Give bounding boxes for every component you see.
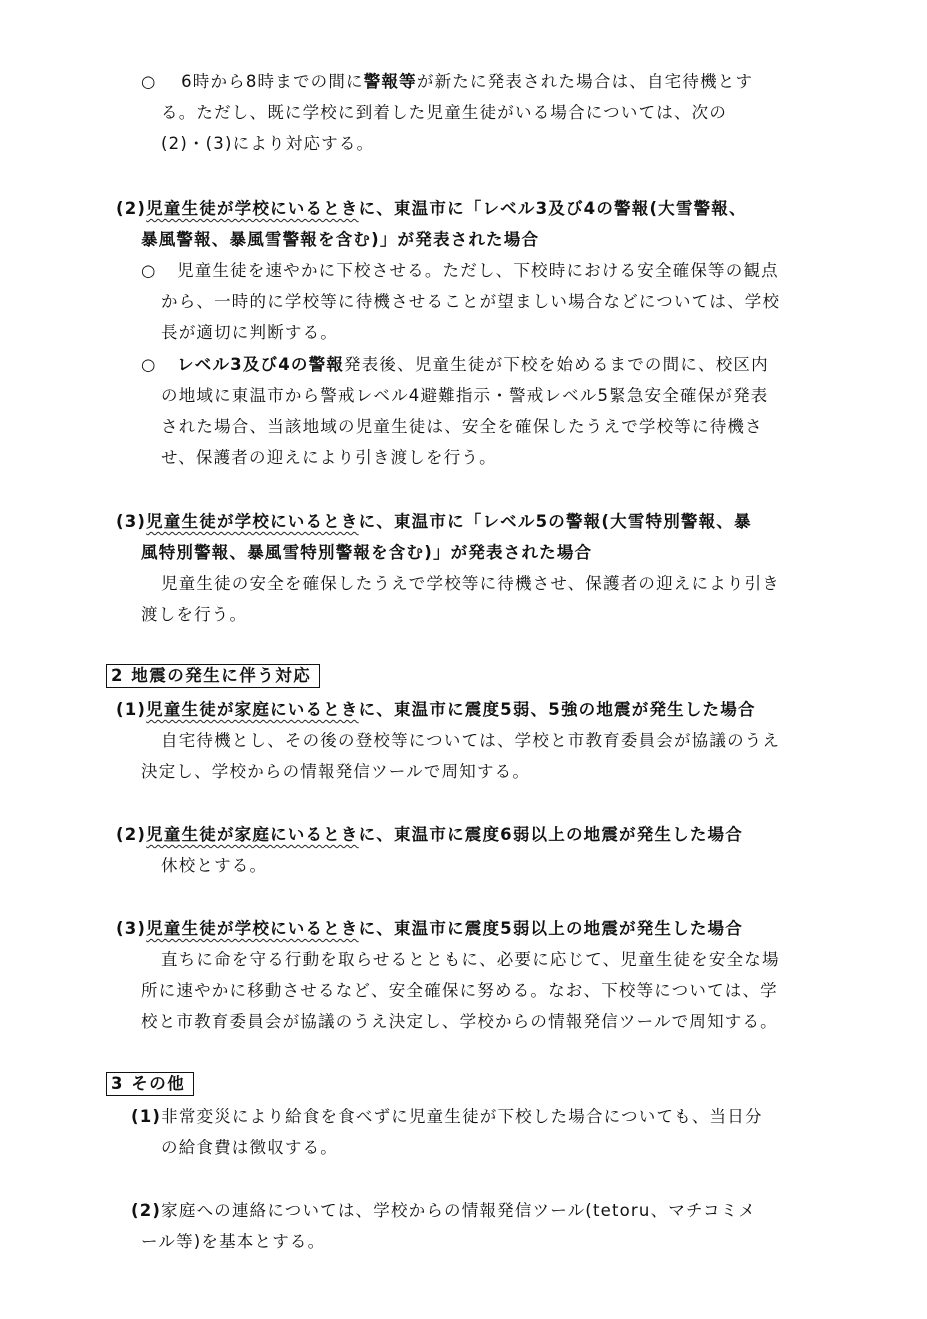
- body-line: から、一時的に学校等に待機させることが望ましい場合などについては、学校: [161, 292, 781, 311]
- heading-text: に、東温市に「レベル5の警報(大雪特別警報、暴: [358, 512, 752, 531]
- body-line: せ、保護者の迎えにより引き渡しを行う。: [161, 448, 497, 467]
- body-line: 長が適切に判断する。: [161, 323, 338, 342]
- body-line: (2)・(3)により対応する。: [161, 134, 375, 153]
- subsection-heading-line: 暴風警報、暴風雪警報を含む)」が発表された場合: [141, 230, 540, 249]
- item-number: (2): [116, 825, 147, 844]
- body-line: 児童生徒の安全を確保したうえで学校等に待機させ、保護者の迎えにより引き: [161, 574, 781, 593]
- item-number: (2): [116, 199, 147, 218]
- body-line: 所に速やかに移動させるなど、安全確保に努める。なお、下校等については、学: [141, 981, 778, 1000]
- underlined-condition: 児童生徒が家庭にいるとき: [146, 825, 359, 844]
- bullet-text-line: [141, 259, 779, 283]
- subsection-heading: [116, 698, 756, 722]
- subsection-heading: [116, 917, 743, 941]
- underlined-condition: 児童生徒が家庭にいるとき: [146, 700, 359, 719]
- body-line: 休校とする。: [161, 856, 268, 875]
- text-span: が新たに発表された場合は、自宅待機とす: [416, 72, 754, 91]
- heading-text: に、東温市に「レベル3及び4の警報(大雪警報、: [358, 199, 747, 218]
- body-line: された場合、当該地域の児童生徒は、安全を確保したうえで学校等に待機さ: [161, 417, 763, 436]
- item-number: (2): [131, 1201, 162, 1220]
- heading-text: に、東温市に震度5弱、5強の地震が発生した場合: [358, 700, 756, 719]
- body-line: る。ただし、既に学校に到着した児童生徒がいる場合については、次の: [161, 103, 728, 122]
- body-line: の給食費は徴収する。: [161, 1138, 338, 1157]
- text-span: 児童生徒を速やかに下校させる。ただし、下校時における安全確保等の観点: [177, 261, 779, 280]
- section-title-box: 2 地震の発生に伴う対応: [106, 664, 320, 688]
- underlined-condition: 児童生徒が学校にいるとき: [146, 512, 359, 531]
- subsection-heading-line: 風特別警報、暴風雪特別警報を含む)」が発表された場合: [141, 543, 593, 562]
- body-line: ール等)を基本とする。: [141, 1232, 326, 1251]
- bullet-mark: ○: [141, 72, 157, 91]
- bullet-text-line: [141, 70, 753, 94]
- text-span: 発表後、児童生徒が下校を始めるまでの間に、校区内: [344, 355, 769, 374]
- body-line: 校と市教育委員会が協議のうえ決定し、学校からの情報発信ツールで周知する。: [141, 1012, 778, 1031]
- heading-text: に、東温市に震度6弱以上の地震が発生した場合: [358, 825, 743, 844]
- text-span: 家庭への連絡については、学校からの情報発信ツール(tetoru、マチコミメ: [161, 1201, 757, 1220]
- item-number: (3): [116, 512, 147, 531]
- item-number: (1): [131, 1107, 162, 1126]
- bullet-mark: ○: [141, 355, 157, 374]
- list-item-line: [131, 1105, 763, 1129]
- section-title-box: 3 その他: [106, 1072, 194, 1096]
- subsection-heading: [116, 510, 752, 534]
- body-line: 自宅待機とし、その後の登校等については、学校と市教育委員会が協議のうえ: [161, 731, 781, 750]
- subsection-heading: [116, 823, 743, 847]
- bold-term: 警報等: [363, 72, 417, 91]
- text-span: 非常変災により給食を食べずに児童生徒が下校した場合についても、当日分: [161, 1107, 763, 1126]
- body-line: 渡しを行う。: [141, 605, 248, 624]
- list-item-line: [131, 1199, 756, 1223]
- bold-term: レベル3及び4の警報: [177, 355, 345, 374]
- subsection-heading: [116, 197, 747, 221]
- item-number: (1): [116, 700, 147, 719]
- item-number: (3): [116, 919, 147, 938]
- body-line: 直ちに命を守る行動を取らせるとともに、必要に応じて、児童生徒を安全な場: [161, 950, 780, 969]
- body-line: の地域に東温市から警戒レベル4避難指示・警戒レベル5緊急安全確保が発表: [161, 386, 769, 405]
- bullet-mark: ○: [141, 261, 157, 280]
- bullet-text-line: [141, 353, 769, 377]
- underlined-condition: 児童生徒が学校にいるとき: [146, 919, 359, 938]
- underlined-condition: 児童生徒が学校にいるとき: [146, 199, 359, 218]
- heading-text: に、東温市に震度5弱以上の地震が発生した場合: [358, 919, 743, 938]
- body-line: 決定し、学校からの情報発信ツールで周知する。: [141, 762, 531, 781]
- text-span: 6時から8時までの間に: [181, 72, 364, 91]
